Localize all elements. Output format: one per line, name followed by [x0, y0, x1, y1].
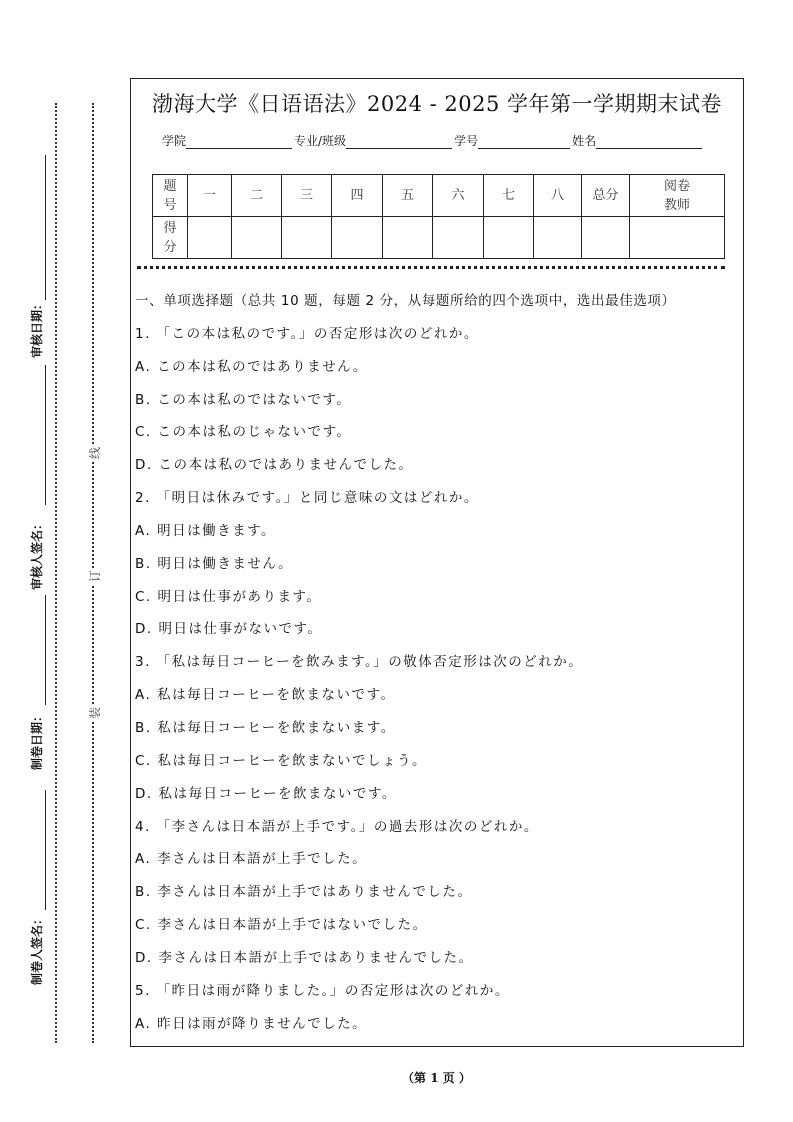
column-3: 三 — [282, 175, 332, 217]
binding-mark-xian: 线 — [88, 446, 102, 459]
score-cell[interactable] — [484, 217, 534, 259]
column-5: 五 — [383, 175, 433, 217]
page-number: （第 1 页 ） — [402, 1071, 471, 1085]
question-stem: 4. 「李さんは日本語が上手です。」の過去形は次のどれか。 — [135, 818, 539, 835]
reviewer-signature-label: 审核人签名： — [30, 517, 44, 590]
college-field[interactable] — [186, 134, 292, 149]
answer-option: A. この本は私のではありません。 — [135, 358, 368, 375]
score-header: 得 分 — [153, 217, 188, 259]
score-row — [153, 217, 725, 259]
preparer-signature-label: 制卷人签名： — [30, 912, 44, 985]
review-date-label: 审核日期： — [30, 297, 44, 358]
answer-option: C. 私は毎日コーヒーを飲まないでしょう。 — [135, 752, 427, 769]
question-stem: 1. 「この本は私のです。」の否定形は次のどれか。 — [135, 325, 479, 342]
answer-option: D. 私は毎日コーヒーを飲まないです。 — [135, 785, 397, 802]
question-stem: 5. 「昨日は雨が降りました。」の否定形は次のどれか。 — [135, 982, 510, 999]
preparation-date-field[interactable] — [28, 595, 46, 705]
question-stem: 3. 「私は毎日コーヒーを飲みます。」の敬体否定形は次のどれか。 — [135, 654, 584, 671]
review-date-field[interactable] — [28, 155, 46, 300]
major-class-label: 专业/班级 — [294, 134, 347, 148]
answer-option: B. 明日は働きません。 — [135, 555, 294, 572]
column-4: 四 — [332, 175, 383, 217]
column-1: 一 — [188, 175, 232, 217]
name-label: 姓名 — [572, 134, 597, 148]
binding-mark-ding: 订 — [88, 569, 102, 582]
score-cell[interactable] — [433, 217, 484, 259]
major-class-field[interactable] — [346, 134, 452, 149]
question-stem: 2. 「明日は休みです。」と同じ意味の文はどれか。 — [135, 490, 479, 507]
student-id-label: 学号 — [454, 134, 479, 148]
score-cell[interactable] — [188, 217, 232, 259]
student-info-row — [162, 132, 704, 149]
answer-option: C. この本は私のじゃないです。 — [135, 424, 352, 441]
score-cell[interactable] — [582, 217, 630, 259]
college-label: 学院 — [162, 134, 187, 148]
question-number-header: 题 号 — [153, 175, 188, 217]
answer-option: C. 李さんは日本語が上手ではないでした。 — [135, 917, 428, 934]
exam-title: 渤海大学《日语语法》2024 - 2025 学年第一学期期末试卷 — [151, 92, 722, 116]
answer-option: D. 李さんは日本語が上手ではありませんでした。 — [135, 949, 474, 966]
score-cell[interactable] — [332, 217, 383, 259]
score-cell[interactable] — [282, 217, 332, 259]
answer-option: A. 明日は働きます。 — [135, 522, 277, 539]
answer-option: C. 明日は仕事があります。 — [135, 588, 322, 605]
question-number-row — [153, 175, 725, 217]
score-cell[interactable] — [534, 217, 582, 259]
answer-option: A. 李さんは日本語が上手でした。 — [135, 851, 368, 868]
student-id-field[interactable] — [478, 134, 570, 149]
answer-option: B. 李さんは日本語が上手ではありませんでした。 — [135, 884, 473, 901]
answer-option: B. 私は毎日コーヒーを飲まないます。 — [135, 719, 396, 736]
question-list — [135, 290, 676, 1045]
binding-marks — [86, 103, 102, 1043]
dotted-separator — [137, 266, 725, 269]
score-table — [152, 174, 725, 259]
answer-option: A. 昨日は雨が降りませんでした。 — [135, 1015, 368, 1032]
score-cell[interactable] — [383, 217, 433, 259]
answer-option: D. 明日は仕事がないです。 — [135, 621, 323, 638]
column-7: 七 — [484, 175, 534, 217]
margin-signature-strip — [28, 103, 48, 1043]
reviewer-signature-field[interactable] — [28, 365, 46, 505]
column-total: 总分 — [582, 175, 630, 217]
column-6: 六 — [433, 175, 484, 217]
grader-cell[interactable] — [630, 217, 725, 259]
section-heading: 一、单项选择题（总共 10 题，每题 2 分，从每题所给的四个选项中，选出最佳选项） — [135, 293, 676, 309]
preparation-date-label: 制卷日期： — [30, 709, 44, 770]
answer-option: B. この本は私のではないです。 — [135, 391, 352, 408]
column-8: 八 — [534, 175, 582, 217]
preparer-signature-field[interactable] — [28, 790, 46, 910]
score-cell[interactable] — [232, 217, 282, 259]
grader-header: 阅卷 教师 — [630, 175, 725, 217]
binding-mark-zhuang: 装 — [88, 706, 102, 719]
answer-option: D. この本は私のではありませんでした。 — [135, 457, 414, 474]
name-field[interactable] — [596, 134, 702, 149]
margin-cut-line — [55, 103, 57, 1043]
column-2: 二 — [232, 175, 282, 217]
answer-option: A. 私は毎日コーヒーを飲まないです。 — [135, 687, 396, 704]
